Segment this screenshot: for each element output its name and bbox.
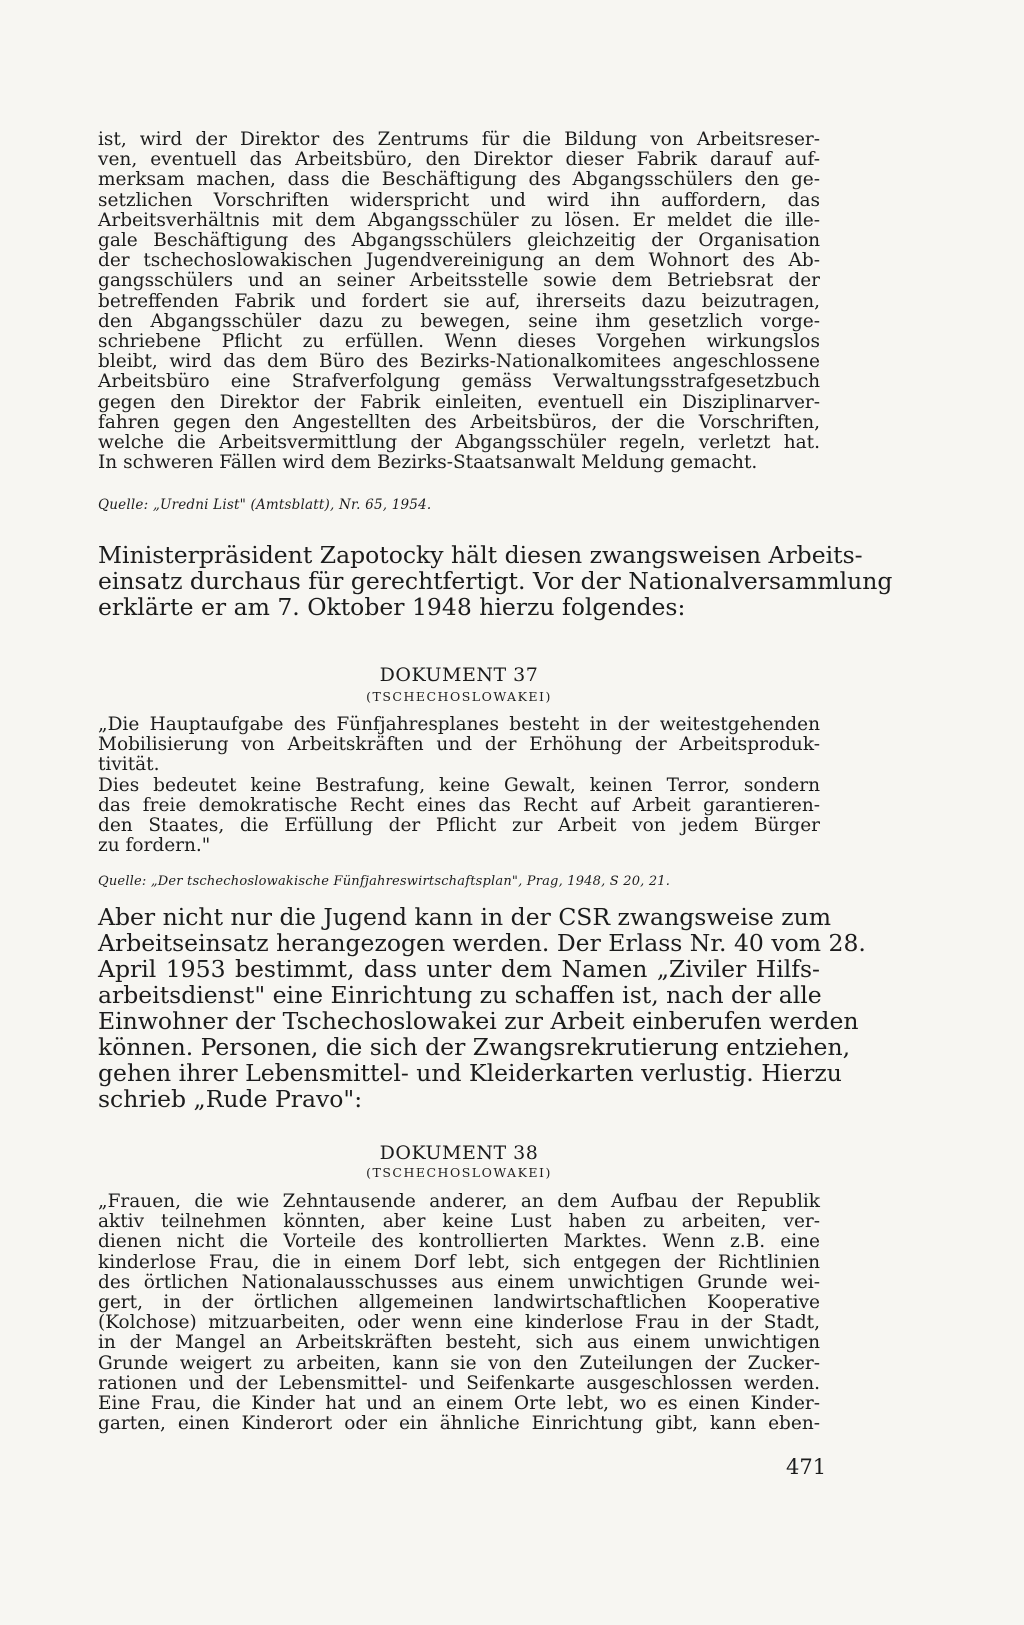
paragraph-1 [98,541,893,621]
text-line: Arbeitsbüro eine Strafverfolgung gemäss Verwaltungsstrafgesetzbuch [98,371,820,393]
text-line: gert, in der örtlichen allgemeinen landwirtschaftlichen Kooperative [98,1292,820,1314]
text-line: gehen ihrer Lebensmittel- und Kleiderkarten verlustig. Hierzu [98,1059,842,1087]
document-37-subtitle: (TSCHECHOSLOWAKEI) [366,689,552,704]
text-line: tivität. [98,754,160,776]
text-line: Dies bedeutet keine Bestrafung, keine Gewalt, keinen Terror, sondern [98,774,820,796]
text-line: in der Mangel an Arbeitskräften besteht, sich aus einem unwichtigen [98,1332,820,1354]
text-line: einsatz durchaus für gerechtfertigt. Vor der Nationalversammlung [98,567,893,595]
text-line: (Kolchose) mitzuarbeiten, oder wenn eine kinderlose Frau in der Stadt, [98,1312,820,1334]
text-line: der tschechoslowakischen Jugendvereinigung an dem Wohnort des Ab- [98,250,820,272]
text-line: ist, wird der Direktor des Zentrums für die Bildung von Arbeitsreser- [98,129,820,150]
text-line: fahren gegen den Angestellten des Arbeitsbüros, der die Vorschriften, [98,411,820,433]
paragraph-2 [98,903,866,1113]
text-line: welche die Arbeitsvermittlung der Abgangsschüler regeln, verletzt hat. [98,432,820,454]
text-block-1 [98,130,820,473]
text-line: gangsschülers und an seiner Arbeitsstelle sowie dem Betriebsrat der [98,270,820,292]
text-line: schriebene Pflicht zu erfüllen. Wenn dieses Vorgehen wirkungslos [98,331,820,353]
text-line: gegen den Direktor der Fabrik einleiten, eventuell ein Disziplinarver- [98,391,820,413]
page-number: 471 [786,1455,827,1479]
document-38-subtitle: (TSCHECHOSLOWAKEI) [366,1165,552,1180]
text-line: Grunde weigert zu arbeiten, kann sie von den Zuteilungen der Zucker- [98,1352,820,1374]
text-line: aktiv teilnehmen könnten, aber keine Lust haben zu arbeiten, ver- [98,1211,820,1233]
text-line: das freie demokratische Recht eines das Recht auf Arbeit garantieren- [98,794,820,816]
text-line: betreffenden Fabrik und fordert sie auf, ihrerseits dazu beizutragen, [98,290,820,312]
source-citation-1: Quelle: „Uredni List" (Amtsblatt), Nr. 65, 1954. [98,497,432,513]
text-line: In schweren Fällen wird dem Bezirks-Staatsanwalt Meldung gemacht. [98,452,758,474]
text-line: Arbeitseinsatz herangezogen werden. Der Erlass Nr. 40 vom 28. [98,929,866,957]
text-line: bleibt, wird das dem Büro des Bezirks-Nationalkomitees angeschlossene [98,351,820,373]
text-line: dienen nicht die Vorteile des kontrollierten Marktes. Wenn z.B. eine [98,1231,820,1253]
text-line: „Frauen, die wie Zehntausende anderer, an dem Aufbau der Republik [98,1191,820,1212]
document-38-title: DOKUMENT 38 [379,1142,539,1164]
text-line: April 1953 bestimmt, dass unter dem Namen „Ziviler Hilfs- [98,955,820,983]
quote-document-38 [98,1192,820,1434]
text-line: des örtlichen Nationalausschusses aus einem unwichtigen Grunde wei- [98,1271,820,1293]
text-line: können. Personen, die sich der Zwangsrekrutierung entziehen, [98,1033,851,1061]
text-line: Eine Frau, die Kinder hat und an einem Orte lebt, wo es einen Kinder- [98,1393,820,1415]
text-line: arbeitsdienst" eine Einrichtung zu schaffen ist, nach der alle [98,981,822,1009]
text-line: gale Beschäftigung des Abgangsschülers gleichzeitig der Organisation [98,230,820,252]
quote-document-37 [98,715,820,856]
text-line: Arbeitsverhältnis mit dem Abgangsschüler zu lösen. Er meldet die ille- [98,209,820,231]
text-line: setzlichen Vorschriften widerspricht und wird ihn auffordern, das [98,189,820,211]
text-line: schrieb „Rude Pravo": [98,1085,363,1113]
text-line: den Abgangsschüler dazu zu bewegen, seine ihm gesetzlich vorge- [98,310,820,332]
text-line: Aber nicht nur die Jugend kann in der CSR zwangsweise zum [98,903,832,931]
text-line: kinderlose Frau, die in einem Dorf lebt, sich entgegen der Richtlinien [98,1251,820,1273]
document-37-title: DOKUMENT 37 [379,664,539,686]
text-line: Ministerpräsident Zapotocky hält diesen zwangsweisen Arbeits- [98,541,863,569]
text-line: den Staates, die Erfüllung der Pflicht zur Arbeit von jedem Bürger [98,815,820,837]
text-line: ven, eventuell das Arbeitsbüro, den Direktor dieser Fabrik darauf auf- [98,149,820,171]
text-line: Einwohner der Tschechoslowakei zur Arbeit einberufen werden [98,1007,859,1035]
text-line: rationen und der Lebensmittel- und Seifenkarte ausgeschlossen werden. [98,1372,820,1394]
text-line: erklärte er am 7. Oktober 1948 hierzu folgendes: [98,593,686,621]
text-line: zu fordern." [98,835,211,857]
text-line: „Die Hauptaufgabe des Fünfjahresplanes besteht in der weitestgehenden [98,714,820,735]
text-line: merksam machen, dass die Beschäftigung des Abgangsschülers den ge- [98,169,820,191]
text-line: Mobilisierung von Arbeitskräften und der Erhöhung der Arbeitsproduk- [98,734,820,756]
text-line: garten, einen Kinderort oder ein ähnliche Einrichtung gibt, kann eben- [98,1413,820,1435]
source-citation-2: Quelle: „Der tschechoslowakische Fünfjahreswirtschaftsplan", Prag, 1948, S 20, 21. [98,874,671,889]
